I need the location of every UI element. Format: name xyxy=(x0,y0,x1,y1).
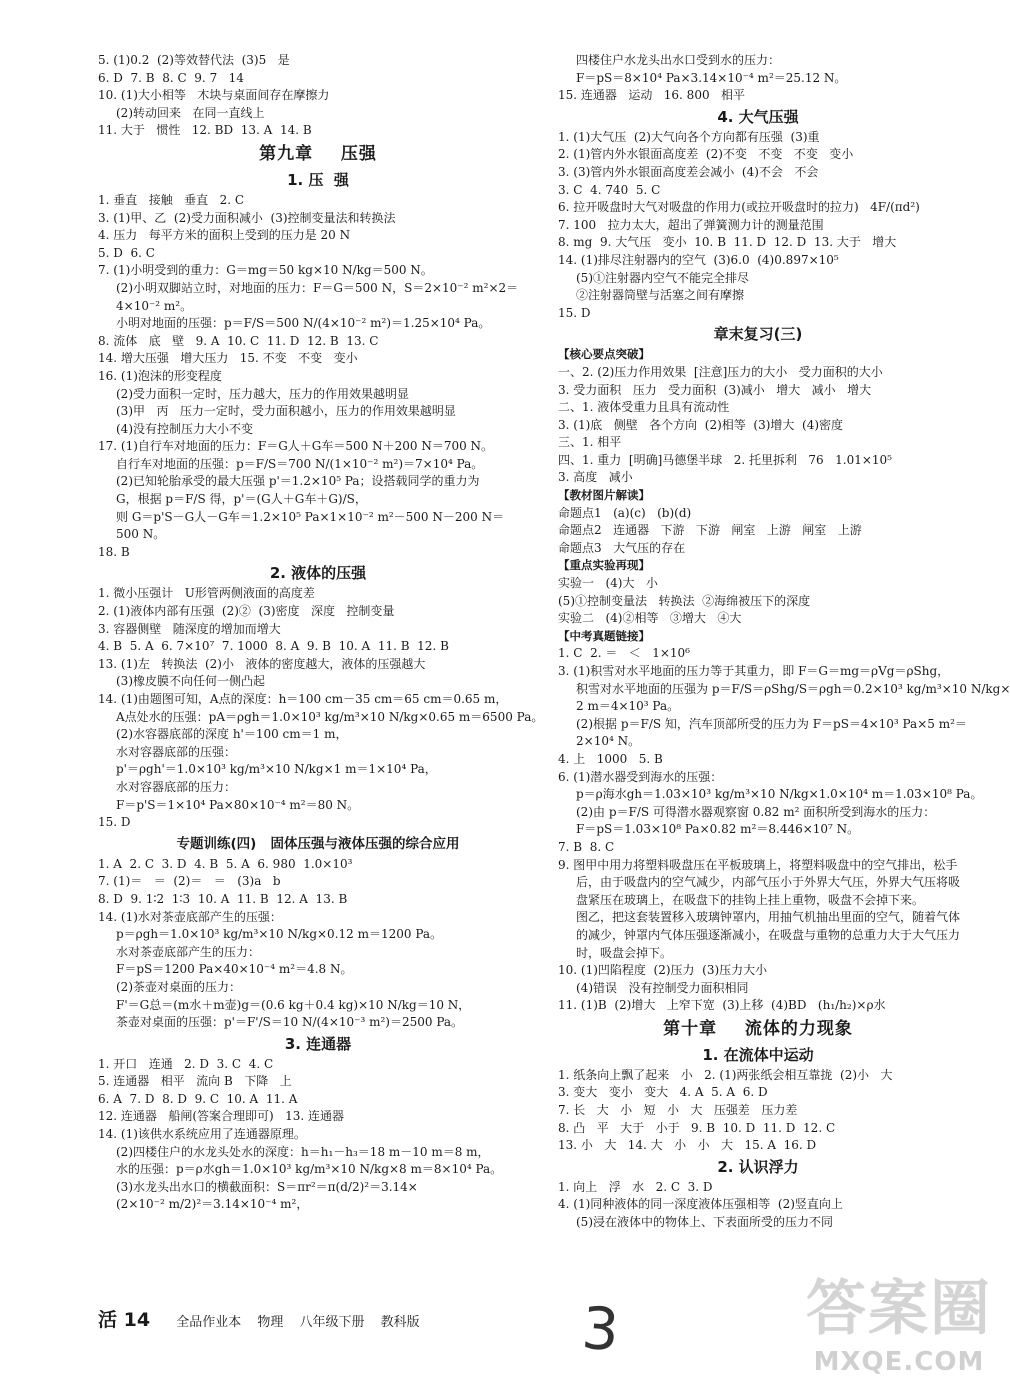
answer-line: 1. 向上 浮 水 2. C 3. D xyxy=(558,1179,713,1194)
answer-line: p＝ρ海水gh＝1.03×10³ kg/m³×10 N/kg×1.0×10⁴ m＝1.03×10⁸ Pa。 xyxy=(576,787,983,802)
answer-line: 3. C 4. 740 5. C xyxy=(558,182,661,197)
answer-line: 时，吸盘会掉下。 xyxy=(576,945,673,960)
answer-line: G，根据 p＝F/S 得，p'＝(G人＋G车＋G)/S， xyxy=(116,492,367,507)
topic-heading: 专题训练(四) 固体压强与液体压强的综合应用 xyxy=(176,835,460,852)
section-heading: 1. 在流体中运动 xyxy=(702,1045,814,1064)
subject: 物理 xyxy=(257,1315,284,1330)
answer-line: 12. 连通器 船闸(答案合理即可) 13. 连通器 xyxy=(98,1109,345,1124)
answer-line: p'＝ρgh'＝1.0×10³ kg/m³×10 N/kg×1 m＝1×10⁴ Pa， xyxy=(116,762,437,777)
answer-line: F＝p'S＝1×10⁴ Pa×80×10⁻⁴ m²＝80 N。 xyxy=(116,797,360,812)
answer-line: (2)受力面积一定时，压力越大，压力的作用效果越明显 xyxy=(116,386,410,401)
answer-line: 2 m＝4×10³ Pa。 xyxy=(576,699,680,714)
answer-line: 7. 100 拉力太大，超出了弹簧测力计的测量范围 xyxy=(558,217,824,232)
answer-line: (2)四楼住户的水龙头处水的深度：h＝h₁－h₃＝18 m－10 m＝8 m， xyxy=(116,1144,490,1159)
answer-line: 6. D 7. B 8. C 9. 7 14 xyxy=(98,70,244,85)
answer-line: 水对茶壶底部产生的压力： xyxy=(116,944,261,959)
answer-line: 10. (1)大小相等 木块与桌面间存在摩擦力 xyxy=(98,88,330,103)
answer-line: 命题点1 (a)(c) (b)(d) xyxy=(558,505,692,520)
answer-line: (2)水容器底部的深度 h'＝100 cm＝1 m， xyxy=(116,727,348,742)
section-heading: 1. 压 强 xyxy=(287,170,349,189)
answer-line: (5)浸在液体中的物体上、下表面所受的压力不同 xyxy=(576,1215,833,1230)
answer-line: (4)错误 没有控制受力面积相同 xyxy=(576,980,749,995)
answer-line: F'＝G总＝(m水＋m壶)g＝(0.6 kg＋0.4 kg)×10 N/kg＝10 N， xyxy=(116,997,471,1012)
subsection-label: 【重点实验再现】 xyxy=(558,558,650,573)
answer-line: 图乙，把这套装置移入玻璃钟罩内，用抽气机抽出里面的空气，随着气体 xyxy=(576,910,961,925)
answer-line: 盘紧压在玻璃上，在吸盘下的挂钩上挂上重物，吸盘不会掉下来。 xyxy=(576,892,925,907)
page-number: 活 14 xyxy=(98,1309,151,1331)
chapter-heading: 第九章 压强 xyxy=(259,143,377,164)
section-heading: 2. 液体的压强 xyxy=(269,564,367,583)
section-heading: 章末复习(三) xyxy=(713,325,803,344)
answer-line: 水对容器底部的压力： xyxy=(116,779,237,794)
answer-line: (2)茶壶对桌面的压力： xyxy=(116,979,241,994)
answer-line: (2)小明双脚站立时，对地面的压力：F＝G＝500 N，S＝2×10⁻² m²×2＝ xyxy=(116,280,519,295)
answer-line: (5)①控制变量法 转换法 ②海绵被压下的深度 xyxy=(558,593,811,608)
answer-line: 3. 受力面积 压力 受力面积 (3)减小 增大 减小 增大 xyxy=(558,382,872,397)
answer-line: 三、1. 相平 xyxy=(558,435,622,450)
answer-line: 1. 微小压强计 U形管两侧液面的高度差 xyxy=(98,586,315,601)
edition: 教科版 xyxy=(380,1315,420,1330)
answer-line: 17. (1)自行车对地面的压力：F＝G人＋G车＝500 N＋200 N＝700 N。 xyxy=(98,439,494,454)
answer-line: 1. C 2. ＝ ＜ 1×10⁶ xyxy=(558,646,690,661)
answer-line: 3. (3)管内外水银面高度差会减小 (4)不会 不会 xyxy=(558,164,819,179)
answer-line: 积雪对水平地面的压强为 p＝F/S＝ρShg/S＝ρgh＝0.2×10³ kg/m³×10 N/kg× xyxy=(576,681,1010,696)
answer-line: 4. 压力 每平方米的面积上受到的压力是 20 N xyxy=(98,228,351,243)
answer-line: 14. 增大压强 增大压力 15. 不变 不变 变小 xyxy=(98,351,358,366)
answer-line: 5. 连通器 相平 流向 B 下降 上 xyxy=(98,1074,292,1089)
answer-line: 4. (1)同种液体的同一深度液体压强相等 (2)竖直向上 xyxy=(558,1197,843,1212)
answer-line: 1. (1)大气压 (2)大气向各个方向都有压强 (3)重 xyxy=(558,129,820,144)
answer-line: 小明对地面的压强：p＝F/S＝500 N/(4×10⁻² m²)＝1.25×10⁴ Pa。 xyxy=(116,316,491,331)
answer-line: (2×10⁻² m/2)²＝3.14×10⁻⁴ m²， xyxy=(116,1197,309,1212)
answer-line: 13. 小 大 14. 大 小 小 大 15. A 16. D xyxy=(558,1138,817,1153)
answer-line: 实验一 (4)大 小 xyxy=(558,576,658,591)
answer-line: 15. D xyxy=(558,305,591,320)
answer-line: 16. (1)泡沫的形变程度 xyxy=(98,368,222,383)
answer-line: 8. D 9. 1∶2 1∶3 10. A 11. B 12. A 13. B xyxy=(98,891,348,906)
answer-line: 1. 垂直 接触 垂直 2. C xyxy=(98,192,245,207)
answer-line: 10. (1)凹陷程度 (2)压力 (3)压力大小 xyxy=(558,963,768,978)
answer-line: 2. (1)液体内部有压强 (2)② (3)密度 深度 控制变量 xyxy=(98,604,395,619)
subsection-label: 【中考真题链接】 xyxy=(558,628,650,643)
answer-line: 11. 大于 惯性 12. BD 13. A 14. B xyxy=(98,123,312,138)
watermark-logo: 答案圈 xyxy=(806,1274,992,1344)
handwritten-mark: 3 xyxy=(579,1293,622,1365)
answer-line: 4. 上 1000 5. B xyxy=(558,751,663,766)
answer-line: 7. (1)小明受到的重力：G＝mg＝50 kg×10 N/kg＝500 N。 xyxy=(98,263,433,278)
answer-line: 1. 纸条向上飘了起来 小 2. (1)两张纸会相互靠拢 (2)小 大 xyxy=(558,1067,893,1082)
answer-line: 13. (1)左 转换法 (2)小 液体的密度越大，液体的压强越大 xyxy=(98,656,426,671)
answer-line: F＝pS＝8×10⁴ Pa×3.14×10⁻⁴ m²＝25.12 N。 xyxy=(576,70,847,85)
answer-line: (2)已知轮胎承受的最大压强 p'＝1.2×10⁵ Pa；设搭载同学的重力为 xyxy=(116,474,480,489)
answer-line: 14. (1)排尽注射器内的空气 (3)6.0 (4)0.897×10⁵ xyxy=(558,252,839,267)
answer-line: (4)没有控制压力大小不变 xyxy=(116,421,253,436)
answer-line: 500 N。 xyxy=(116,527,166,542)
subsection-label: 【核心要点突破】 xyxy=(558,347,650,362)
answer-line: 15. 连通器 运动 16. 800 相平 xyxy=(558,88,746,103)
answer-line: ②注射器筒壁与活塞之间有摩擦 xyxy=(576,288,745,303)
answer-line: (3)水龙头出水口的横截面积：S＝πr²＝π(d/2)²＝3.14× xyxy=(116,1179,418,1194)
answer-line: 2×10⁴ N。 xyxy=(576,734,641,749)
answer-line: 的减少，钟罩内气体压强逐渐减小，在吸盘与重物的总重力大于大气压力 xyxy=(576,927,961,942)
answer-line: 实验二 (4)②相等 ③增大 ④大 xyxy=(558,611,742,626)
subsection-label: 【教材图片解读】 xyxy=(558,488,650,503)
page-footer xyxy=(98,1305,432,1332)
answer-line: 水对容器底部的压强： xyxy=(116,744,237,759)
answer-line: (2)根据 p＝F/S 知，汽车顶部所受的压力为 F＝pS＝4×10³ Pa×5 m²＝ xyxy=(576,716,967,731)
answer-line: 7. B 8. C xyxy=(558,839,615,854)
answer-line: A点处水的压强：pA＝ρgh＝1.0×10³ kg/m³×10 N/kg×0.65 m＝6500 Pa。 xyxy=(116,709,544,724)
answer-line: 3. 高度 减小 xyxy=(558,470,633,485)
answer-line: 4×10⁻² m²。 xyxy=(116,298,193,313)
answer-line: 1. 开口 连通 2. D 3. C 4. C xyxy=(98,1056,274,1071)
answer-line: 自行车对地面的压强：p＝F/S＝700 N/(1×10⁻² m²)＝7×10⁴ Pa。 xyxy=(116,456,484,471)
section-heading: 2. 认识浮力 xyxy=(717,1157,799,1176)
answer-line: 6. 拉开吸盘时大气对吸盘的作用力(或拉开吸盘时的拉力) 4F/(πd²) xyxy=(558,200,920,215)
answer-line: 15. D xyxy=(98,815,131,830)
answer-line: 2. (1)管内外水银面高度差 (2)不变 不变 不变 变小 xyxy=(558,147,854,162)
answer-line: 18. B xyxy=(98,544,130,559)
answer-line: 3. (1)甲、乙 (2)受力面积减小 (3)控制变量法和转换法 xyxy=(98,210,396,225)
answer-line: 后，由于吸盘内的空气减少，内部气压小于外界大气压，外界大气压将吸 xyxy=(576,875,961,890)
answer-line: 一、2. (2)压力作用效果 [注意]压力的大小 受力面积的大小 xyxy=(558,364,883,379)
answer-line: 茶壶对桌面的压强：p'＝F'/S＝10 N/(4×10⁻³ m²)＝2500 Pa。 xyxy=(116,1015,464,1030)
answer-line: 3. 容器侧壁 随深度的增加而增大 xyxy=(98,621,281,636)
answer-line: (3)甲 丙 压力一定时，受力面积越小，压力的作用效果越明显 xyxy=(116,404,456,419)
answer-line: (2)由 p＝F/S 可得潜水器观察窗 0.82 m² 面积所受到海水的压力： xyxy=(576,804,936,819)
answer-line: (5)①注射器内空气不能完全排尽 xyxy=(576,270,749,285)
answer-line: 8. mg 9. 大气压 变小 10. B 11. D 12. D 13. 大于 增大 xyxy=(558,235,897,250)
answer-line: 水的压强：p＝ρ水gh＝1.0×10³ kg/m³×10 N/kg×8 m＝8×10⁴ Pa。 xyxy=(116,1162,503,1177)
answer-line: 5. D 6. C xyxy=(98,245,155,260)
answer-line: 11. (1)B (2)增大 上窄下宽 (3)上移 (4)BD (h₁/h₂)×ρ水 xyxy=(558,998,886,1013)
answer-line: 四、1. 重力 [明确]马德堡半球 2. 托里拆利 76 1.01×10⁵ xyxy=(558,452,892,467)
answer-line: 3. (1)积雪对水平地面的压力等于其重力，即 F＝G＝mg＝ρVg＝ρShg， xyxy=(558,664,950,678)
answer-line: 14. (1)该供水系统应用了连通器原理。 xyxy=(98,1127,306,1142)
answer-line: 7. (1)＝ ＝ (2)＝ ＝ (3)a b xyxy=(98,874,281,889)
answer-line: 1. A 2. C 3. D 4. B 5. A 6. 980 1.0×10³ xyxy=(98,856,353,871)
section-heading: 4. 大气压强 xyxy=(717,107,799,126)
answer-line: (2)转动回来 在同一直线上 xyxy=(116,105,265,120)
answer-line: F＝pS＝1200 Pa×40×10⁻⁴ m²＝4.8 N。 xyxy=(116,962,353,977)
answer-line: 8. 凸 平 大于 小于 9. B 10. D 11. D 12. C xyxy=(558,1120,836,1135)
answer-line: 命题点2 连通器 下游 下游 闸室 上游 闸室 上游 xyxy=(558,523,862,538)
answer-line: 四楼住户水龙头出水口受到水的压力： xyxy=(576,53,781,67)
answer-line: 3. 变大 变小 变大 4. A 5. A 6. D xyxy=(558,1085,768,1100)
answer-line: 3. (1)底 侧壁 各个方向 (2)相等 (3)增大 (4)密度 xyxy=(558,417,844,432)
book-title: 全品作业本 xyxy=(176,1315,242,1330)
answer-line: 5. (1)0.2 (2)等效替代法 (3)5 是 xyxy=(98,53,290,67)
answer-line: 6. A 7. D 8. D 9. C 10. A 11. A xyxy=(98,1091,298,1106)
chapter-heading: 第十章 流体的力现象 xyxy=(663,1018,853,1039)
answer-line: 二、1. 液体受重力且具有流动性 xyxy=(558,400,730,415)
answer-line: F＝pS＝1.03×10⁸ Pa×0.82 m²＝8.446×10⁷ N。 xyxy=(576,822,860,837)
answer-line: 命题点3 大气压的存在 xyxy=(558,540,686,555)
answer-line: 4. B 5. A 6. 7×10⁷ 7. 1000 8. A 9. B 10. A 11. B 12. B xyxy=(98,639,449,654)
answer-line: (3)橡皮膜不向任何一侧凸起 xyxy=(116,674,265,689)
answer-line: 14. (1)由题图可知，A点的深度：h＝100 cm－35 cm＝65 cm＝0.65 m， xyxy=(98,692,508,706)
section-heading: 3. 连通器 xyxy=(284,1034,352,1053)
answer-line: 则 G＝p'S－G人－G车＝1.2×10⁵ Pa×1×10⁻² m²－500 N－200 N＝ xyxy=(116,509,505,524)
grade: 八年级下册 xyxy=(299,1315,365,1330)
answer-line: 9. 图甲中用力将塑料吸盘压在平板玻璃上，将塑料吸盘中的空气排出，松手 xyxy=(558,857,958,872)
left-column xyxy=(98,52,544,1214)
answer-line: 8. 流体 底 壁 9. A 10. C 11. D 12. B 13. C xyxy=(98,333,379,348)
answer-line: 14. (1)水对茶壶底部产生的压强： xyxy=(98,909,282,924)
watermark xyxy=(806,1261,992,1377)
watermark-url: MXQE.COM xyxy=(813,1347,985,1377)
answer-line: p＝ρgh＝1.0×10³ kg/m³×10 N/kg×0.12 m＝1200 Pa。 xyxy=(116,927,443,942)
answer-line: 6. (1)潜水器受到海水的压强： xyxy=(558,769,723,784)
answer-line: 7. 长 大 小 短 小 大 压强差 压力差 xyxy=(558,1103,798,1118)
right-column xyxy=(558,52,1010,1232)
